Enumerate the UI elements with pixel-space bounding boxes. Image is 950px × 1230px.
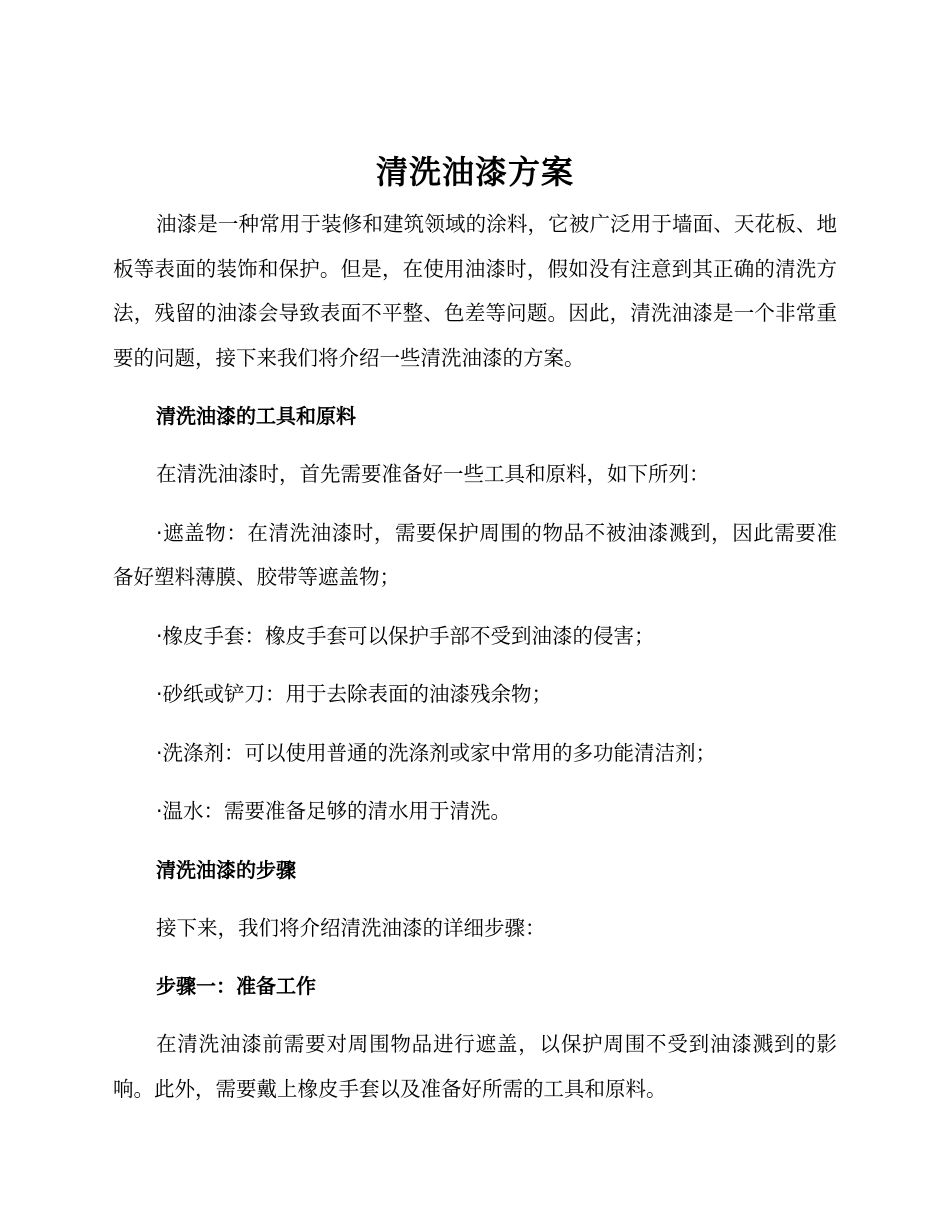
list-item	[113, 511, 837, 600]
tools-section-heading: 清洗油漆的工具和原料	[156, 404, 356, 428]
list-item-text: 橡皮手套：橡皮手套可以保护手部不受到油漆的侵害；	[162, 623, 655, 648]
list-item	[113, 789, 837, 834]
intro-paragraph: 油漆是一种常用于装修和建筑领域的涂料，它被广泛用于墙面、天花板、地板等表面的装饰和保护。但是，在使用油漆时，假如没有注意到其正确的清洗方法，残留的油漆会导致表面不平整、色差等问题。因此，清洗油漆是一个非常重要的问题，接下来我们将介绍一些清洗油漆的方案。	[113, 212, 837, 370]
bullet-dot: ·	[156, 623, 163, 648]
document-title: 清洗油漆方案	[375, 153, 574, 191]
bullet-dot: ·	[156, 799, 163, 823]
list-item	[113, 614, 837, 659]
list-item	[113, 731, 837, 776]
steps-section-heading: 清洗油漆的步骤	[156, 857, 296, 882]
bullet-dot: ·	[156, 520, 163, 545]
step-one-heading: 步骤一：准备工作	[156, 974, 316, 998]
list-item-text: 遮盖物：在清洗油漆时，需要保护周围的物品不被油漆溅到，因此需要准备好塑料薄膜、胶带等遮盖物；	[113, 520, 837, 589]
list-item	[113, 672, 837, 717]
list-item-text: 砂纸或铲刀：用于去除表面的油漆残余物；	[162, 682, 553, 706]
step-one-paragraph: 在清洗油漆前需要对周围物品进行遮盖，以保护周围不受到油漆溅到的影响。此外，需要戴上橡皮手套以及准备好所需的工具和原料。	[113, 1032, 837, 1101]
steps-lead-paragraph: 接下来，我们将介绍清洗油漆的详细步骤：	[156, 915, 546, 940]
list-item-text: 洗涤剂：可以使用普通的洗涤剂或家中常用的多功能清洁剂；	[162, 740, 717, 765]
tools-lead-paragraph: 在清洗油漆时，首先需要准备好一些工具和原料，如下所列：	[156, 462, 710, 486]
list-item-text: 温水：需要准备足够的清水用于清洗。	[162, 799, 512, 823]
bullet-dot: ·	[156, 682, 163, 706]
bullet-dot: ·	[156, 740, 163, 765]
